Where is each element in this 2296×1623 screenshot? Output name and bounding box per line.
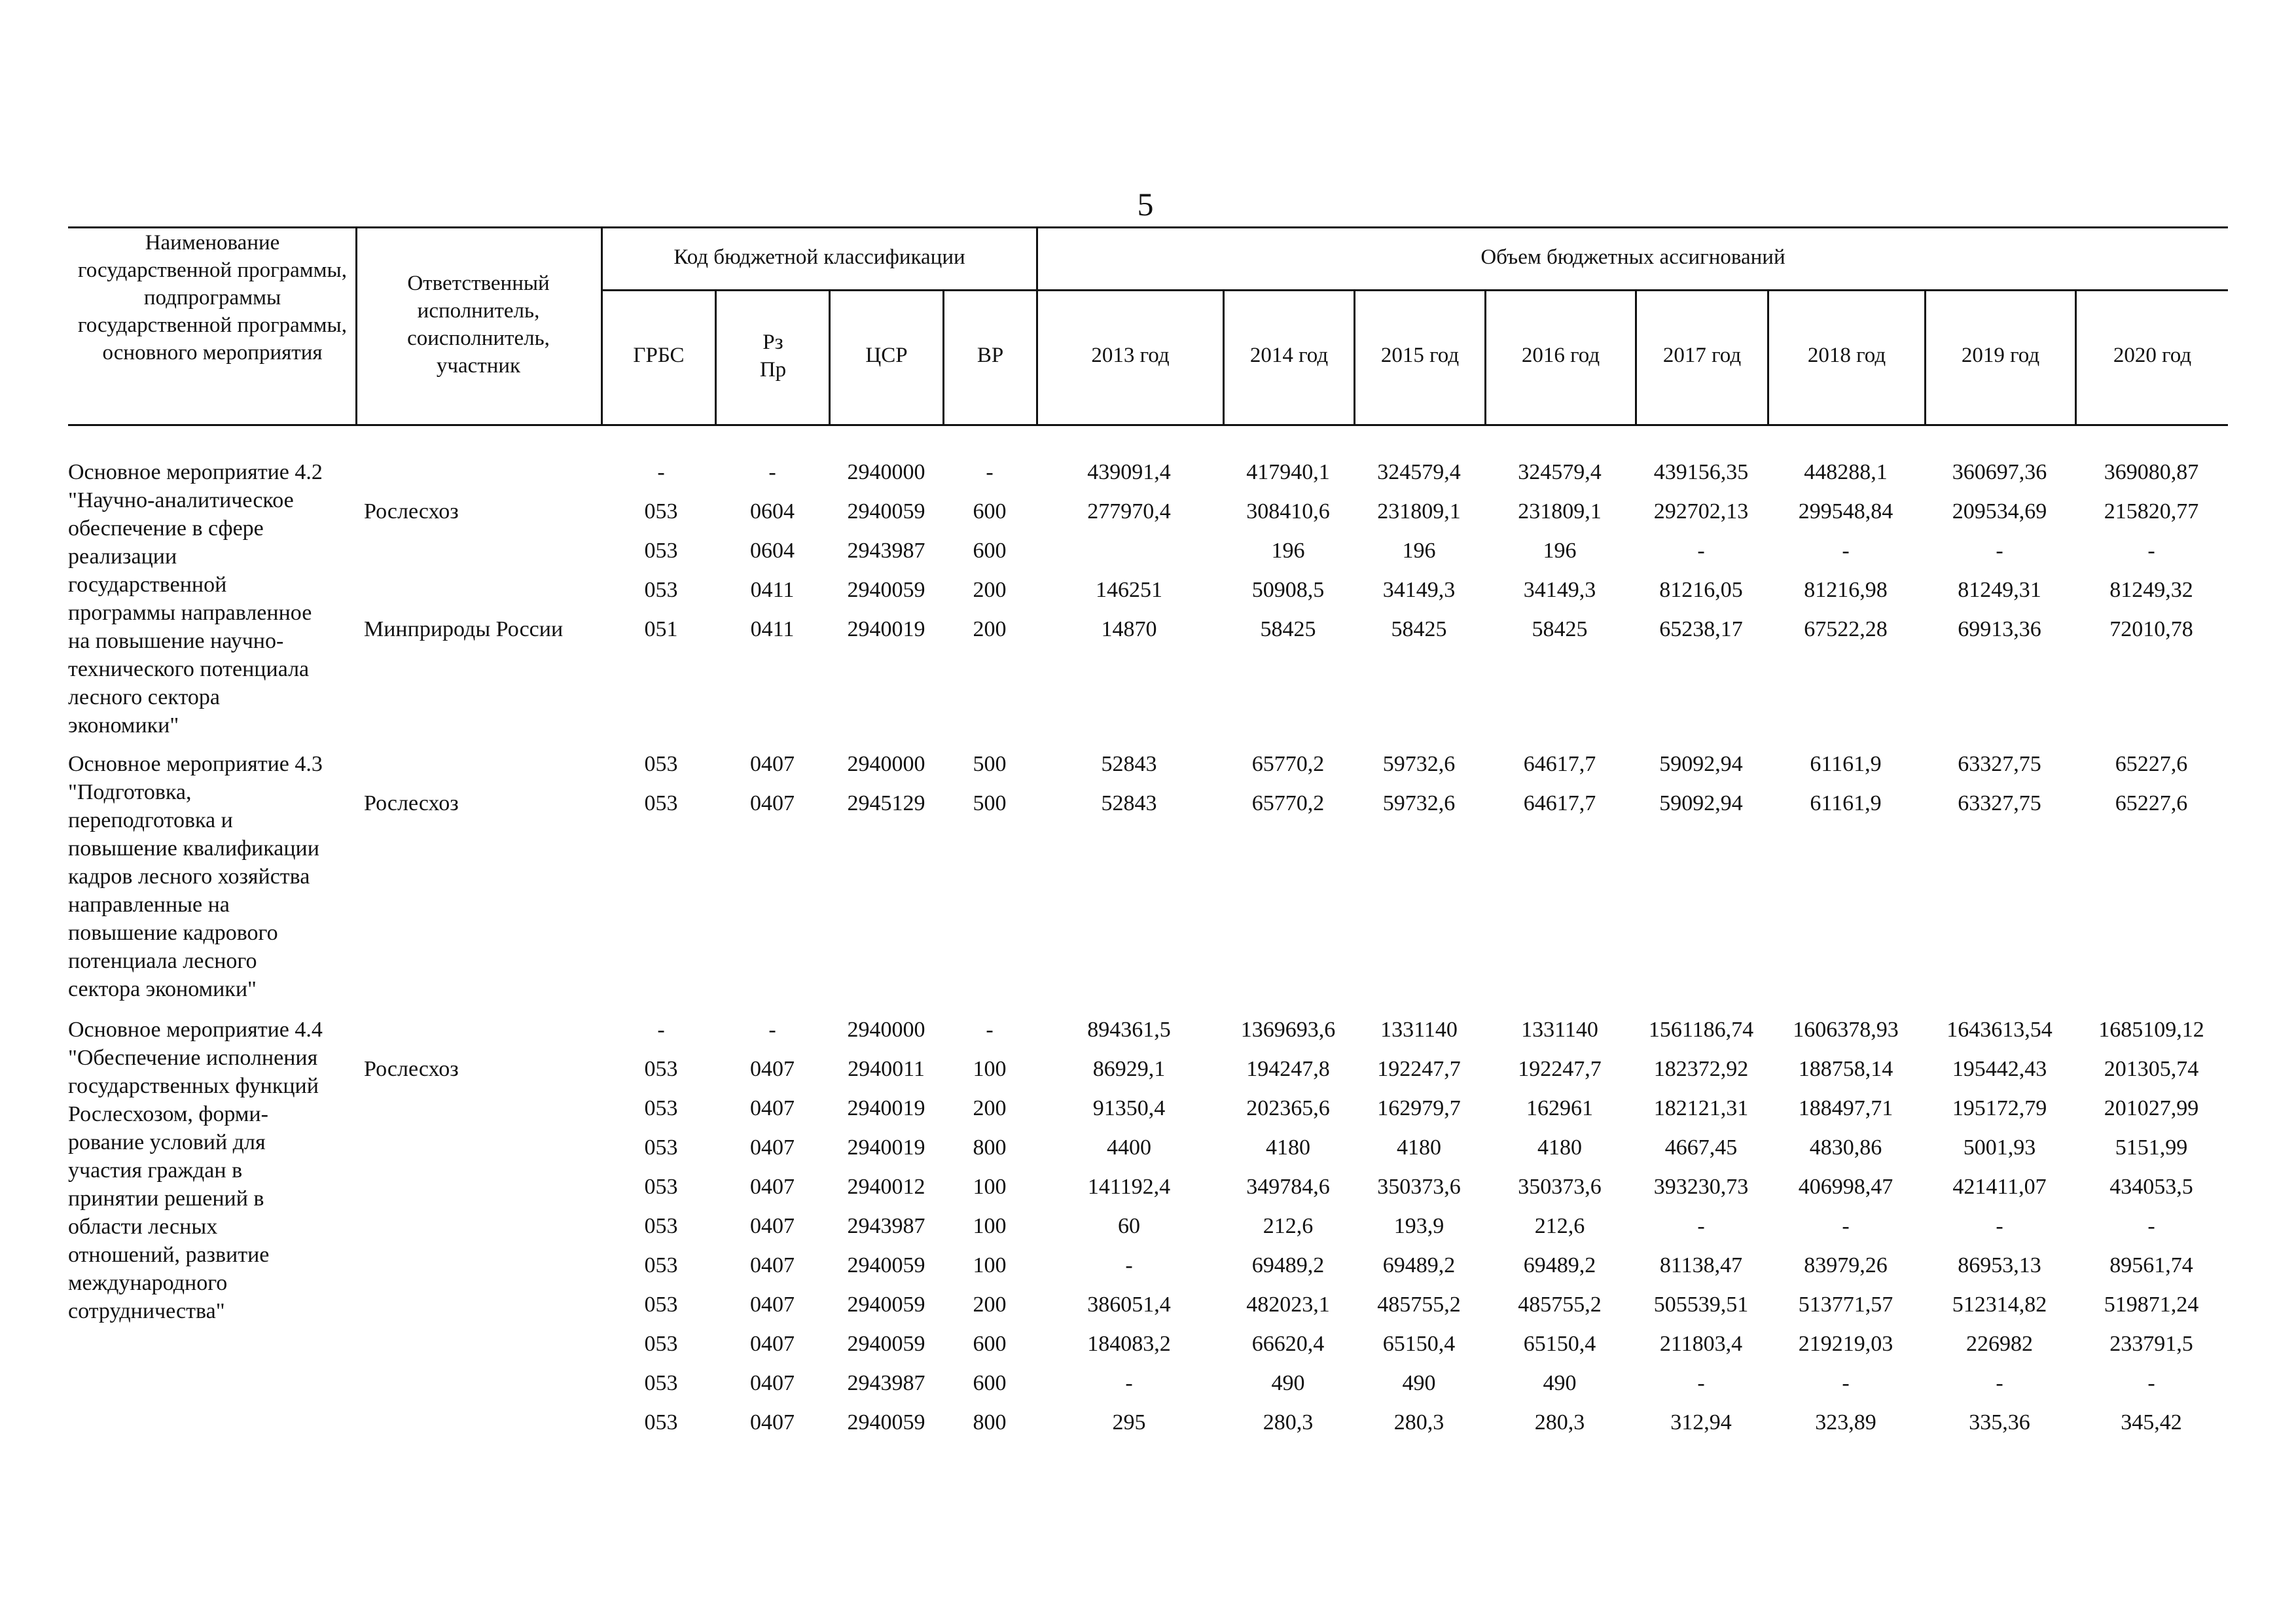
amount-cell [1037,531,1221,571]
code-cell: 0407 [750,1371,795,1395]
amount-cell: 519871,24 [2104,1293,2199,1317]
amount-cell: 184083,2 [1087,1332,1171,1356]
amount-cell: 196 [1543,539,1577,563]
code-cell: 0407 [750,1332,795,1356]
amount-cell: 4400 [1107,1135,1151,1160]
header-top-rule [68,226,2228,228]
amount-cell: 65150,4 [1382,1332,1456,1356]
amount-cell: 5001,93 [1963,1135,2036,1160]
executor-label: Рослесхоз [364,499,459,524]
code-cell: 2940059 [847,1410,925,1435]
amount-cell: 196 [1271,539,1305,563]
amount-cell: 280,3 [1534,1410,1585,1435]
code-cell: 2940019 [847,617,925,641]
code-cell: 600 [973,1371,1007,1395]
amount-cell: - [1125,1371,1133,1395]
amount-cell: - [1996,539,2003,563]
code-cell: 2940000 [847,752,925,776]
code-cell: - [768,460,776,484]
code-cell: 2940059 [847,578,925,602]
amount-cell: 59092,94 [1659,752,1743,776]
col-divider [715,289,717,426]
code-cell: 053 [644,1332,678,1356]
activity-name: Основное мероприятие 4.2 "Научно-аналитическое обеспечение в сфере реализации государственной программы направленное на повышение научно- технического потенциала лесного сектора экономики" [68,460,323,738]
code-cell: 200 [973,617,1007,641]
amount-cell: 421411,07 [1952,1175,2047,1199]
amount-cell: 83979,26 [1804,1253,1888,1277]
amount-cell: 894361,5 [1087,1018,1171,1042]
amount-cell: 59732,6 [1382,752,1456,776]
amount-cell: 312,94 [1670,1410,1732,1435]
amount-cell: - [1842,539,1850,563]
amount-cell: 231809,1 [1518,499,1602,524]
amount-cell: 58425 [1532,617,1588,641]
code-cell: - [986,460,994,484]
code-cell: 2940059 [847,1293,925,1317]
code-cell: 0411 [750,578,795,602]
amount-cell: 215820,77 [2104,499,2199,524]
amount-cell: 65770,2 [1251,752,1325,776]
amount-cell: 193,9 [1393,1214,1444,1238]
amount-cell: 81138,47 [1659,1253,1743,1277]
amount-cell: 4180 [1537,1135,1582,1160]
amount-cell: 226982 [1966,1332,2033,1356]
amount-cell: 67522,28 [1804,617,1888,641]
amount-cell: 439156,35 [1653,460,1749,484]
amount-cell: 345,42 [2121,1410,2182,1435]
code-cell: 0407 [750,1410,795,1435]
executor-label: Рослесхоз [364,1057,459,1081]
amount-cell: 434053,5 [2109,1175,2193,1199]
amount-cell: 295 [1112,1410,1146,1435]
amount-cell: 72010,78 [2109,617,2193,641]
code-cell: 200 [973,1096,1007,1120]
amount-cell: - [2147,1371,2155,1395]
amount-cell: 324579,4 [1518,460,1602,484]
code-cell: 053 [644,1371,678,1395]
amount-cell: 69489,2 [1523,1253,1596,1277]
col-divider [355,226,357,426]
amount-cell: 69489,2 [1251,1253,1325,1277]
amount-cell: 65150,4 [1523,1332,1596,1356]
code-cell: 0407 [750,1096,795,1120]
amount-cell: 66620,4 [1251,1332,1325,1356]
code-cell: - [768,1018,776,1042]
amount-cell: 162979,7 [1377,1096,1461,1120]
amount-cell: 4180 [1397,1135,1441,1160]
amount-cell: 360697,36 [1952,460,2047,484]
amount-cell: 81249,32 [2109,578,2193,602]
header-csr: ЦСР [865,344,908,367]
header-code-group: Код бюджетной классификации [673,245,965,269]
amount-cell: 34149,3 [1523,578,1596,602]
amount-cell: 406998,47 [1798,1175,1893,1199]
code-cell: 600 [973,539,1007,563]
amount-cell: 91350,4 [1092,1096,1166,1120]
amount-cell: - [2147,1214,2155,1238]
amount-cell: 201305,74 [2104,1057,2199,1081]
amount-cell: - [2147,539,2155,563]
amount-cell: 233791,5 [2109,1332,2193,1356]
amount-cell: 146251 [1096,578,1162,602]
code-cell: 2940012 [847,1175,925,1199]
amount-cell: 513771,57 [1798,1293,1893,1317]
amount-cell: 448288,1 [1804,460,1888,484]
code-cell: 100 [973,1214,1007,1238]
code-cell: 2943987 [847,1371,925,1395]
amount-cell: 81216,98 [1804,578,1888,602]
amount-cell: - [1842,1214,1850,1238]
code-cell: 053 [644,752,678,776]
amount-cell: 52843 [1101,752,1157,776]
amount-cell: 61161,9 [1810,791,1882,815]
amount-cell: 65238,17 [1659,617,1743,641]
amount-cell: 52843 [1101,791,1157,815]
code-cell: 053 [644,1096,678,1120]
header-mid-rule [601,289,2228,291]
amount-cell: 86953,13 [1958,1253,2041,1277]
amount-cell: 231809,1 [1377,499,1461,524]
amount-cell: 4180 [1266,1135,1310,1160]
header-year: 2013 год [1091,344,1170,367]
amount-cell: 386051,4 [1087,1293,1171,1317]
amount-cell: 195442,43 [1952,1057,2047,1081]
amount-cell: 482023,1 [1246,1293,1330,1317]
header-year: 2015 год [1380,344,1460,367]
executor-label: Минприроды России [364,617,564,641]
code-cell: 2940059 [847,1332,925,1356]
amount-cell: 182121,31 [1653,1096,1749,1120]
amount-cell: 417940,1 [1246,460,1330,484]
amount-cell: 34149,3 [1382,578,1456,602]
code-cell: 0407 [750,1293,795,1317]
amount-cell: 4830,86 [1809,1135,1882,1160]
code-cell: 053 [644,1253,678,1277]
amount-cell: 1331140 [1521,1018,1598,1042]
header-volume-group: Объем бюджетных ассигнований [1480,245,1785,269]
amount-cell: 59092,94 [1659,791,1743,815]
amount-cell: 349784,6 [1246,1175,1330,1199]
code-cell: - [986,1018,994,1042]
header-vr: ВР [977,344,1004,367]
amount-cell: 64617,7 [1523,791,1596,815]
amount-cell: - [1996,1371,2003,1395]
amount-cell: - [1697,1214,1705,1238]
code-cell: 2945129 [847,791,925,815]
amount-cell: 1685109,12 [2098,1018,2204,1042]
code-cell: 053 [644,539,678,563]
amount-cell: 196 [1402,539,1436,563]
code-cell: 2940019 [847,1135,925,1160]
code-cell: 800 [973,1410,1007,1435]
amount-cell: 81249,31 [1958,578,2041,602]
code-cell: 2943987 [847,1214,925,1238]
amount-cell: 292702,13 [1653,499,1749,524]
code-cell: 800 [973,1135,1007,1160]
code-cell: - [657,1018,665,1042]
amount-cell: 192247,7 [1377,1057,1461,1081]
code-cell: 053 [644,1175,678,1199]
code-cell: 2940011 [848,1057,925,1081]
code-cell: 053 [644,1135,678,1160]
amount-cell: 1369693,6 [1240,1018,1336,1042]
amount-cell: 81216,05 [1659,578,1743,602]
activity-name: Основное мероприятие 4.3 "Подготовка, переподготовка и повышение квалификации кадров лесного хозяйства направленные на повышение кадрового потенциала лесного сектора экономики" [68,752,323,1001]
code-cell: 051 [644,617,678,641]
code-cell: 0407 [750,1057,795,1081]
amount-cell: 69913,36 [1958,617,2041,641]
amount-cell: - [1842,1371,1850,1395]
amount-cell: 188497,71 [1798,1096,1893,1120]
amount-cell: 490 [1402,1371,1436,1395]
amount-cell: 505539,51 [1653,1293,1749,1317]
code-cell: 2940019 [847,1096,925,1120]
amount-cell: 485755,2 [1377,1293,1461,1317]
amount-cell: 182372,92 [1653,1057,1749,1081]
amount-cell: 64617,7 [1523,752,1596,776]
code-cell: 200 [973,578,1007,602]
amount-cell: 58425 [1260,617,1316,641]
amount-cell: 299548,84 [1798,499,1893,524]
header-name-column: Наименование государственной программы, подпрограммы государственной программы, основного мероприятия [78,231,347,365]
amount-cell: 195172,79 [1952,1096,2047,1120]
amount-cell: 202365,6 [1246,1096,1330,1120]
amount-cell: 60 [1118,1214,1140,1238]
amount-cell: 65227,6 [2115,752,2188,776]
code-cell: 500 [973,791,1007,815]
activity-name: Основное мероприятие 4.4 "Обеспечение исполнения государственных функций Рослесхозом, форми- рование условий для участия граждан в принятии решений в области лесных отношений, развитие международного сотрудничества" [68,1018,323,1323]
amount-cell: 194247,8 [1246,1057,1330,1081]
amount-cell: 141192,4 [1087,1175,1171,1199]
code-cell: 2940059 [847,499,925,524]
code-cell: 0604 [750,499,795,524]
amount-cell: 350373,6 [1518,1175,1602,1199]
amount-cell: 58425 [1391,617,1447,641]
amount-cell: 280,3 [1393,1410,1444,1435]
code-cell: 2940000 [847,460,925,484]
code-cell: 500 [973,752,1007,776]
amount-cell: 211803,4 [1659,1332,1743,1356]
header-year: 2014 год [1249,344,1329,367]
amount-cell: 63327,75 [1958,752,2041,776]
amount-cell: - [1125,1253,1133,1277]
amount-cell: 65227,6 [2115,791,2188,815]
code-cell: 053 [644,791,678,815]
amount-cell: 219219,03 [1798,1332,1893,1356]
code-cell: 053 [644,1057,678,1081]
code-cell: 2943987 [847,539,925,563]
code-cell: 053 [644,499,678,524]
amount-cell: 4667,45 [1664,1135,1738,1160]
amount-cell: 59732,6 [1382,791,1456,815]
code-cell: 100 [973,1253,1007,1277]
code-cell: 0407 [750,1135,795,1160]
code-cell: 0407 [750,1175,795,1199]
code-cell: 0604 [750,539,795,563]
amount-cell: 277970,4 [1087,499,1171,524]
code-cell: 2940000 [847,1018,925,1042]
page-number: 5 [1137,186,1154,223]
header-year: 2019 год [1961,344,2040,367]
code-cell: 0407 [750,752,795,776]
amount-cell: 50908,5 [1251,578,1325,602]
amount-cell: 212,6 [1263,1214,1314,1238]
amount-cell: - [1697,539,1705,563]
code-cell: 100 [973,1175,1007,1199]
amount-cell: 324579,4 [1377,460,1461,484]
header-executor-column: Ответственный исполнитель, соисполнитель, участник [407,272,550,378]
code-cell: 053 [644,1214,678,1238]
code-cell: 600 [973,499,1007,524]
header-bottom-rule [68,424,2228,426]
amount-cell: 393230,73 [1653,1175,1749,1199]
amount-cell: - [1996,1214,2003,1238]
amount-cell: 323,89 [1815,1410,1876,1435]
code-cell: 200 [973,1293,1007,1317]
amount-cell: 209534,69 [1952,499,2047,524]
code-cell: - [657,460,665,484]
code-cell: 100 [973,1057,1007,1081]
amount-cell: 192247,7 [1518,1057,1602,1081]
header-year: 2016 год [1521,344,1600,367]
amount-cell: 61161,9 [1810,752,1882,776]
amount-cell: - [1697,1371,1705,1395]
amount-cell: 485755,2 [1518,1293,1602,1317]
amount-cell: 65770,2 [1251,791,1325,815]
amount-cell: 212,6 [1534,1214,1585,1238]
amount-cell: 280,3 [1263,1410,1314,1435]
executor-label: Рослесхоз [364,791,459,815]
header-rz-pr: Рз Пр [759,330,787,382]
amount-cell: 439091,4 [1087,460,1171,484]
amount-cell: 63327,75 [1958,791,2041,815]
amount-cell: 335,36 [1969,1410,2030,1435]
code-cell: 053 [644,578,678,602]
amount-cell: 14870 [1101,617,1157,641]
amount-cell: 86929,1 [1092,1057,1166,1081]
amount-cell: 5151,99 [2115,1135,2188,1160]
amount-cell: 188758,14 [1798,1057,1893,1081]
amount-cell: 1331140 [1380,1018,1458,1042]
code-cell: 600 [973,1332,1007,1356]
amount-cell: 1606378,93 [1793,1018,1899,1042]
amount-cell: 490 [1271,1371,1305,1395]
amount-cell: 162961 [1526,1096,1593,1120]
amount-cell: 1643613,54 [1946,1018,2053,1042]
code-cell: 2940059 [847,1253,925,1277]
code-cell: 0407 [750,1214,795,1238]
code-cell: 0407 [750,1253,795,1277]
header-grbs: ГРБС [633,344,685,367]
header-year: 2017 год [1662,344,1742,367]
amount-cell: 369080,87 [2104,460,2199,484]
header-year: 2018 год [1807,344,1886,367]
code-cell: 0407 [750,791,795,815]
code-cell: 053 [644,1293,678,1317]
amount-cell: 308410,6 [1246,499,1330,524]
amount-cell: 201027,99 [2104,1096,2199,1120]
code-cell: 0411 [750,617,795,641]
amount-cell: 69489,2 [1382,1253,1456,1277]
header-year: 2020 год [2113,344,2192,367]
amount-cell: 89561,74 [2109,1253,2193,1277]
amount-cell: 350373,6 [1377,1175,1461,1199]
amount-cell: 1561186,74 [1648,1018,1754,1042]
code-cell: 053 [644,1410,678,1435]
amount-cell: 490 [1543,1371,1577,1395]
amount-cell: 512314,82 [1952,1293,2047,1317]
